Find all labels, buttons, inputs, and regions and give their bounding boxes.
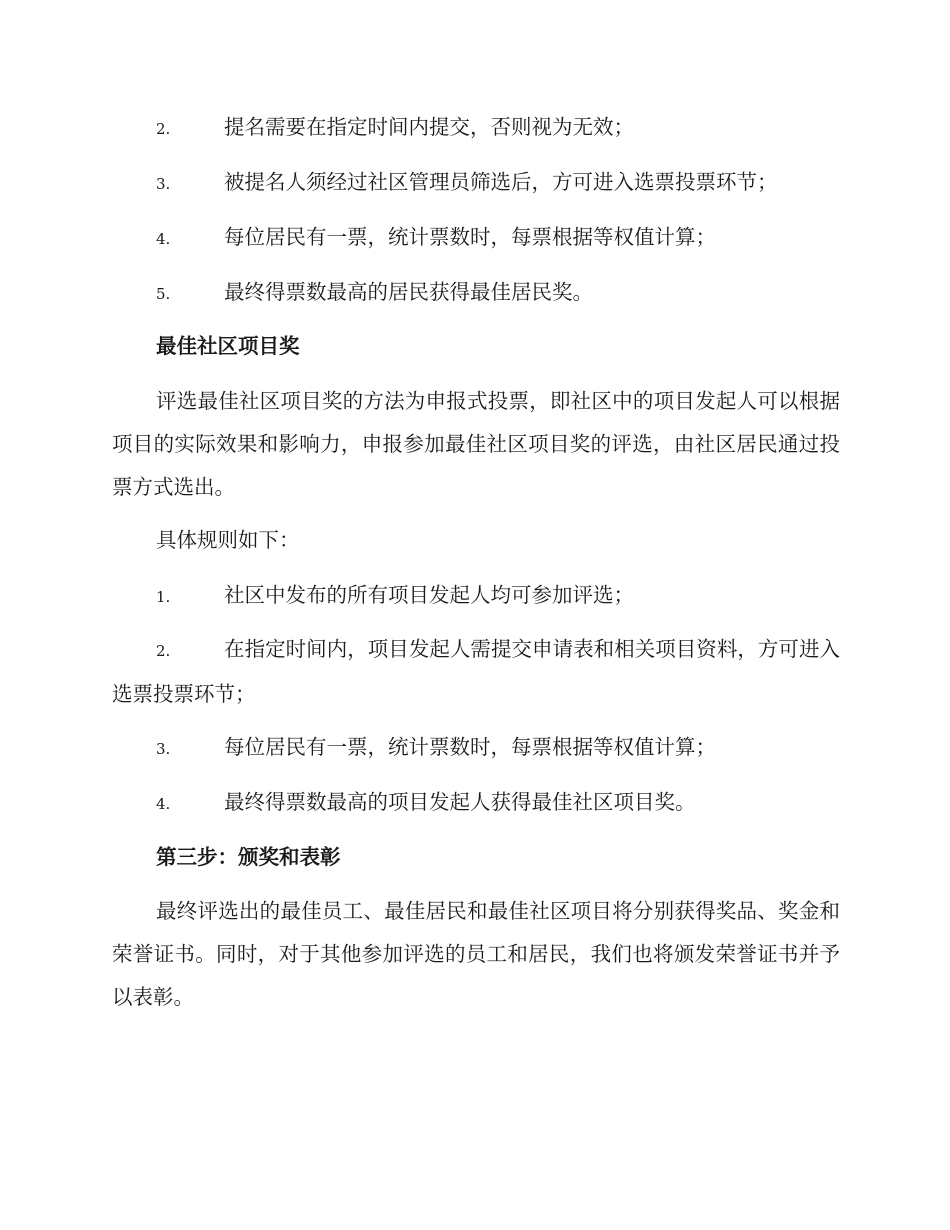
list-text: 提名需要在指定时间内提交，否则视为无效；: [224, 115, 634, 139]
list-number: 5.: [156, 285, 171, 303]
list-text: 在指定时间内，项目发起人需提交申请表和相关项目资料，方可进入选票投票环节；: [112, 637, 840, 706]
list-number: 1.: [156, 588, 171, 606]
list-text: 最终得票数最高的居民获得最佳居民奖。: [224, 280, 593, 304]
project-intro-paragraph: 评选最佳社区项目奖的方法为申报式投票，即社区中的项目发起人可以根据项目的实际效果和影响力，申报参加最佳社区项目奖的评选，由社区居民通过投票方式选出。: [112, 389, 840, 499]
list-item: [112, 265, 837, 321]
list-text: 最终得票数最高的项目发起人获得最佳社区项目奖。: [224, 790, 696, 814]
section-heading-award: 第三步：颁奖和表彰: [156, 845, 341, 869]
award-paragraph: 最终评选出的最佳员工、最佳居民和最佳社区项目将分别获得奖品、奖金和荣誉证书。同时，对于其他参加评选的员工和居民，我们也将颁发荣誉证书并予以表彰。: [112, 899, 840, 1009]
list-text: 每位居民有一票，统计票数时，每票根据等权值计算；: [224, 735, 716, 759]
list-number: 2.: [156, 120, 171, 138]
list-text: 被提名人须经过社区管理员筛选后，方可进入选票投票环节；: [224, 170, 778, 194]
list-item: [112, 568, 837, 624]
list-number: 2.: [156, 642, 171, 660]
list-item: [112, 720, 837, 776]
list-item: [112, 210, 837, 266]
list-number: 3.: [156, 175, 171, 193]
list-number: 3.: [156, 740, 171, 758]
list-text: 每位居民有一票，统计票数时，每票根据等权值计算；: [224, 225, 716, 249]
list-number: 4.: [156, 230, 171, 248]
list-text: 社区中发布的所有项目发起人均可参加评选；: [224, 583, 634, 607]
list-item: [112, 775, 837, 831]
list-item: [112, 155, 837, 211]
list-item: [112, 628, 840, 716]
rules-label: 具体规则如下：: [156, 528, 300, 552]
list-number: 4.: [156, 795, 171, 813]
list-item: [112, 100, 837, 156]
section-heading-project: 最佳社区项目奖: [156, 334, 300, 358]
